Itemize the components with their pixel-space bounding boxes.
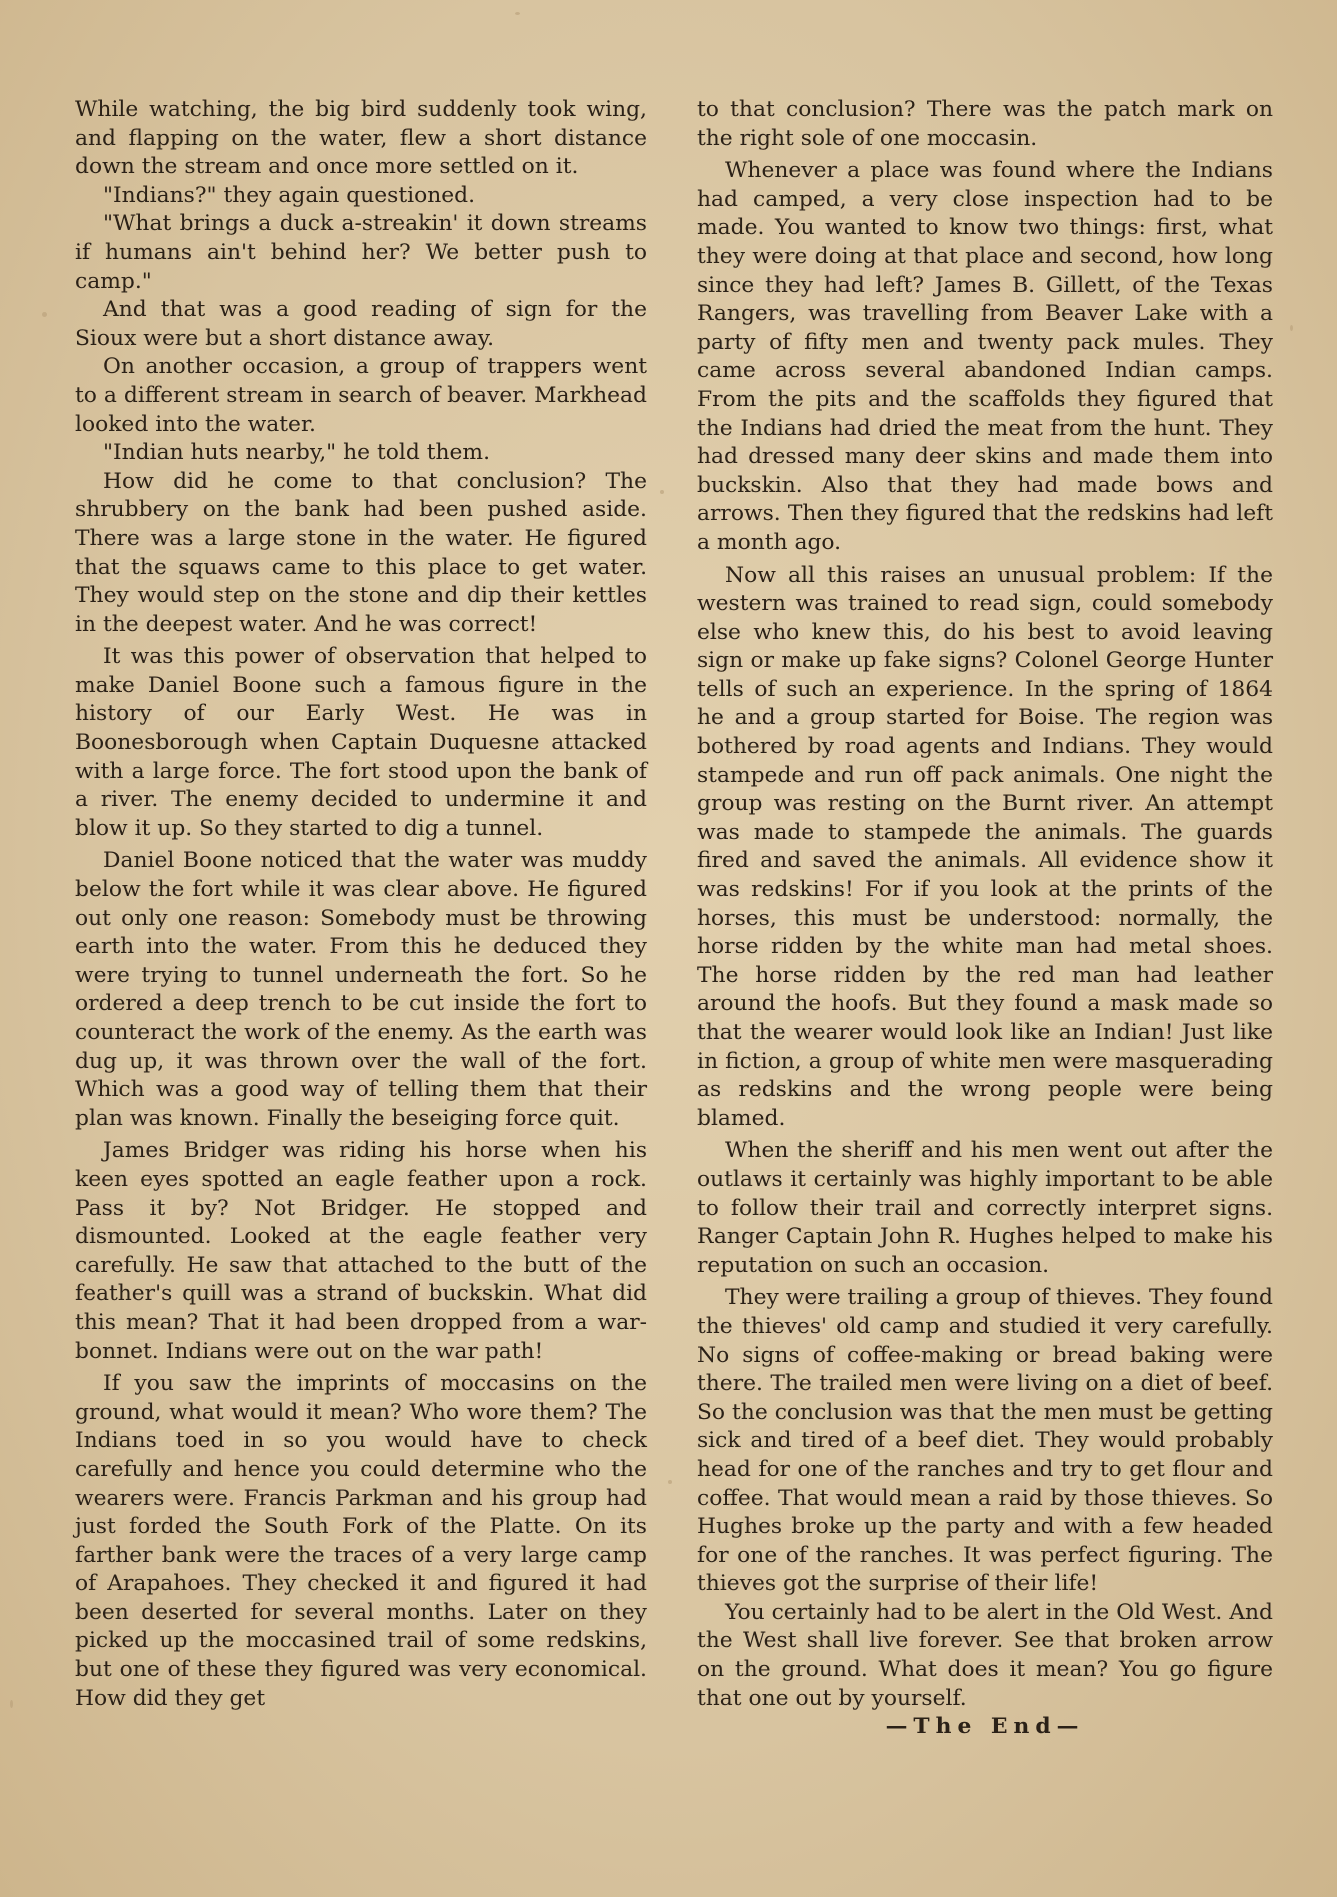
paragraph: On another occasion, a group of trappers went to a different stream in search of beaver. Markhead looked into the water. xyxy=(75,354,647,437)
paragraph: They were trailing a group of thieves. They found the thieves' old camp and studied it very carefully. No signs of coffee-making or bread baking were there. The trailed men were living on a diet of beef. So the conclusion was that the men must be getting sick and tired of a beef diet. They would probably head for one of the ranches and try to get flour and coffee. That would mean a raid by those thieves. So Hughes broke up the party and with a few headed for one of the ranches. It was perfect figuring. The thieves got the surprise of their life! xyxy=(697,1285,1273,1597)
paragraph: How did he come to that conclusion? The shrubbery on the bank had been pushed aside. There was a large stone in the water. He figured that the squaws came to this place to get water. They would step on the stone and dip their kettles in the deepest water. And he was correct! xyxy=(75,468,647,637)
paper-speck xyxy=(515,12,520,15)
paragraph: If you saw the imprints of moccasins on the ground, what would it mean? Who wore them? The Indians toed in so you would have to check carefully and hence you could determine who the wearers were. Francis Parkman and his group had just forded the South Fork of the Platte. On its farther bank were the traces of a very large camp of Arapahoes. They checked it and figured it had been deserted for several months. Later on they picked up the moccasined trail of some redskins, but one of these they figured was very economical. How did they get xyxy=(75,1371,647,1711)
right-column xyxy=(697,96,1273,1742)
paragraph: "What brings a duck a-streakin' it down streams if humans ain't behind her? We better push to camp." xyxy=(75,211,647,294)
paragraph: You certainly had to be alert in the Old West. And the West shall live forever. See that broken arrow on the ground. What does it mean? You go figure that one out by yourself. xyxy=(697,1599,1273,1711)
paragraph: Whenever a place was found where the Indians had camped, a very close inspection had to be made. You wanted to know two things: first, what they were doing at that place and second, how long since they had left? James B. Gillett, of the Texas Rangers, was travelling from Beaver Lake with a party of fifty men and twenty pack mules. They came across several abandoned Indian camps. From the pits and the scaffolds they figured that the Indians had dried the meat from the hunt. They had dressed many deer skins and made them into buckskin. Also that they had made bows and arrows. Then they figured that the redskins had left a month ago. xyxy=(697,158,1273,555)
paper-speck xyxy=(42,312,47,317)
paragraph: It was this power of observation that helped to make Daniel Boone such a famous figure in the history of our Early West. He was in Boonesborough when Captain Duquesne attacked with a large force. The fort stood upon the bank of a river. The enemy decided to undermine it and blow it up. So they started to dig a tunnel. xyxy=(75,644,647,841)
paragraph: Now all this raises an unusual problem: If the western was trained to read sign, could somebody else who knew this, do his best to avoid leaving sign or make up fake signs? Colonel George Hunter tells of such an experience. In the spring of 1864 he and a group started for Boise. The region was bothered by road agents and Indians. They would stampede and run off pack animals. One night the group was resting on the Burnt river. An attempt was made to stampede the animals. The guards fired and saved the animals. All evidence show it was redskins! For if you look at the prints of the horses, this must be understood: normally, the horse ridden by the white man had metal shoes. The horse ridden by the red man had leather around the hoofs. But they found a mask made so that the wearer would look like an Indian! Just like in fiction, a group of white men were masquerading as redskins and the wrong people were being blamed. xyxy=(697,562,1273,1131)
paragraph: When the sheriff and his men went out after the outlaws it certainly was highly important to be able to follow their trail and correctly interpret signs. Ranger Captain John R. Hughes helped to make his reputation on such an occasion. xyxy=(697,1138,1273,1278)
paper-speck xyxy=(1290,325,1293,331)
paragraph: "Indian huts nearby," he told them. xyxy=(103,440,491,466)
left-column xyxy=(75,96,647,1713)
paper-speck xyxy=(660,490,664,494)
paragraph: And that was a good reading of sign for the Sioux were but a short distance away. xyxy=(75,297,647,351)
paragraph: Daniel Boone noticed that the water was muddy below the fort while it was clear above. He figured out only one reason: Somebody must be throwing earth into the water. From this he deduced they were trying to tunnel underneath the fort. So he ordered a deep trench to be cut inside the fort to counteract the work of the enemy. As the earth was dug up, it was thrown over the wall of the fort. Which was a good way of telling them that their plan was known. Finally the beseiging force quit. xyxy=(75,848,647,1131)
paragraph: to that conclusion? There was the patch mark on the right sole of one moccasin. xyxy=(697,97,1273,151)
paper-speck xyxy=(10,1700,13,1708)
paper-speck xyxy=(668,1480,672,1484)
end-mark: —The End— xyxy=(885,1714,1085,1740)
paragraph: "Indians?" they again questioned. xyxy=(103,182,476,208)
paragraph: While watching, the big bird suddenly took wing, and flapping on the water, flew a short distance down the stream and once more settled on it. xyxy=(75,97,647,180)
paragraph: James Bridger was riding his horse when his keen eyes spotted an eagle feather upon a rock. Pass it by? Not Bridger. He stopped and dismounted. Looked at the eagle feather very carefully. He saw that attached to the butt of the feather's quill was a strand of buckskin. What did this mean? That it had been dropped from a war-bonnet. Indians were out on the war path! xyxy=(75,1138,647,1364)
